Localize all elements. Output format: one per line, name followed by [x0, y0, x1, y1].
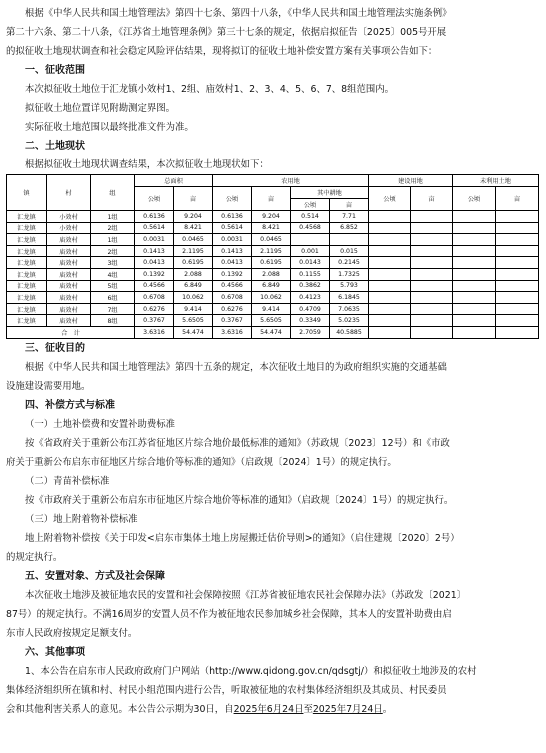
table-cell: [453, 268, 496, 280]
table-cell: [453, 315, 496, 327]
table-cell: [453, 257, 496, 269]
table-cell: 1组: [91, 211, 135, 223]
section-6-title: 六、其他事项: [25, 646, 85, 658]
section-6-line-3: [6, 700, 538, 719]
header-unused-ha: 公顷: [453, 187, 496, 211]
table-cell: 7.71: [330, 211, 369, 223]
section-4-sub-2: （二）青苗补偿标准: [25, 475, 110, 487]
table-cell: [496, 315, 539, 327]
table-cell: 5组: [91, 280, 135, 292]
table-cell: 2.1195: [252, 245, 291, 257]
table-cell: 0.6136: [213, 211, 252, 223]
table-cell: 0.0413: [213, 257, 252, 269]
table-row: [7, 234, 539, 246]
section-2-line-1: 根据拟征收土地现状调查结果，本次拟征收土地现状如下：: [25, 159, 269, 170]
section-1-line-2: 拟征收土地位置详见附勘测定界图。: [25, 103, 176, 114]
table-total-cell: [453, 326, 496, 338]
header-town: 镇: [7, 175, 47, 211]
table-cell: 0.6276: [135, 303, 174, 315]
table-cell: 0.0031: [213, 234, 252, 246]
section-5-title: 五、安置对象、方式及社会保障: [25, 570, 165, 582]
table-cell: 5.793: [330, 280, 369, 292]
table-cell: [291, 234, 330, 246]
table-cell: 7组: [91, 303, 135, 315]
table-cell: 庙效村: [47, 268, 91, 280]
table-cell: 庙效村: [47, 292, 91, 304]
header-total-mu: 亩: [174, 187, 213, 211]
section-5-line-3: 东市人民政府按规定足额支付。: [6, 627, 138, 639]
table-cell: 汇龙镇: [7, 245, 47, 257]
table-cell: 0.1155: [291, 268, 330, 280]
table-cell: 0.6195: [174, 257, 213, 269]
table-cell: 0.3349: [291, 315, 330, 327]
table-cell: [496, 268, 539, 280]
table-row: [7, 257, 539, 269]
table-cell: 0.5614: [213, 222, 252, 234]
table-cell: [411, 257, 453, 269]
table-cell: [453, 292, 496, 304]
table-cell: 庙效村: [47, 280, 91, 292]
header-arable-ha: 公顷: [291, 199, 330, 211]
table-cell: 庙效村: [47, 257, 91, 269]
table-cell: [411, 222, 453, 234]
table-cell: 庙效村: [47, 303, 91, 315]
section-4-p3-line-2: 的规定执行。: [6, 551, 63, 563]
table-cell: 3组: [91, 257, 135, 269]
table-cell: 0.6708: [213, 292, 252, 304]
section-6-line-3-c: 。: [382, 703, 393, 715]
section-3-line-2: 设施建设需要用地。: [6, 380, 91, 392]
section-4-title: 四、补偿方式与标准: [25, 399, 115, 411]
table-cell: 2.088: [252, 268, 291, 280]
table-cell: 2组: [91, 245, 135, 257]
section-3-title: 三、征收目的: [25, 342, 85, 354]
section-2-title: 二、土地现状: [25, 141, 85, 152]
table-cell: 小效村: [47, 222, 91, 234]
table-cell: [411, 245, 453, 257]
header-total-area: 总面积: [135, 175, 213, 187]
header-village: 村: [47, 175, 91, 211]
header-agricultural-land: 农用地: [213, 175, 369, 187]
table-cell: 汇龙镇: [7, 315, 47, 327]
table-cell: 汇龙镇: [7, 211, 47, 223]
table-cell: 5.6505: [252, 315, 291, 327]
table-cell: [369, 245, 411, 257]
table-row: [7, 315, 539, 327]
table-cell: 0.4709: [291, 303, 330, 315]
table-cell: [369, 292, 411, 304]
intro-line-3: 的拟征收土地现状调查和社会稳定风险评估结果，现将拟订的征收土地补偿安置方案有关事项公告如下：: [6, 46, 438, 57]
table-row: [7, 292, 539, 304]
table-cell: [453, 280, 496, 292]
header-agri-ha: 公顷: [213, 187, 252, 211]
table-cell: 6.1845: [330, 292, 369, 304]
table-cell: [369, 222, 411, 234]
table-cell: 6.852: [330, 222, 369, 234]
table-cell: [369, 234, 411, 246]
table-cell: 0.1413: [213, 245, 252, 257]
section-5-line-1: 本次征收土地涉及被征地农民的安置和社会保障按照《江苏省被征地农民社会保障办法》（苏政发〔2021〕: [25, 589, 467, 601]
table-cell: 0.4568: [291, 222, 330, 234]
header-arable-land: 其中耕地: [291, 187, 369, 199]
table-total-cell: [496, 326, 539, 338]
table-cell: 庙效村: [47, 245, 91, 257]
table-cell: 6.849: [174, 280, 213, 292]
table-row: [7, 303, 539, 315]
table-cell: 汇龙镇: [7, 303, 47, 315]
table-cell: 0.514: [291, 211, 330, 223]
table-total-row: [7, 326, 539, 338]
table-cell: 0.6136: [135, 211, 174, 223]
table-cell: 0.001: [291, 245, 330, 257]
table-cell: [496, 211, 539, 223]
table-cell: 汇龙镇: [7, 292, 47, 304]
table-cell: 0.1392: [213, 268, 252, 280]
table-total-label: 合 计: [7, 326, 135, 338]
section-4-sub-1: （一）土地补偿费和安置补助费标准: [25, 418, 176, 430]
table-cell: [411, 303, 453, 315]
table-cell: 汇龙镇: [7, 280, 47, 292]
table-cell: 1组: [91, 234, 135, 246]
section-6-line-1: 1、本公告在启东市人民政府政府门户网站（http://www.qidong.gov.cn/qdsgtj/）和拟征收土地涉及的农村: [25, 665, 477, 677]
table-cell: 庙效村: [47, 234, 91, 246]
table-cell: 0.3767: [135, 315, 174, 327]
table-cell: 0.0413: [135, 257, 174, 269]
table-cell: [411, 234, 453, 246]
table-cell: [453, 222, 496, 234]
table-cell: 0.5614: [135, 222, 174, 234]
table-cell: 0.3862: [291, 280, 330, 292]
section-1-line-3: 实际征收土地范围以最终批准文件为准。: [25, 122, 194, 133]
table-cell: [411, 315, 453, 327]
section-3-line-1: 根据《中华人民共和国土地管理法》第四十五条的规定，本次征收土地目的为政府组织实施的交通基础: [25, 361, 447, 373]
table-cell: 0.4566: [135, 280, 174, 292]
table-cell: 0.4566: [213, 280, 252, 292]
table-cell: 2.088: [174, 268, 213, 280]
table-cell: [369, 268, 411, 280]
table-cell: 6组: [91, 292, 135, 304]
table-cell: [496, 303, 539, 315]
table-cell: [496, 257, 539, 269]
header-unused-mu: 亩: [496, 187, 539, 211]
table-row: [7, 222, 539, 234]
table-cell: 汇龙镇: [7, 257, 47, 269]
header-total-ha: 公顷: [135, 187, 174, 211]
section-4-p3-line-1: 地上附着物补偿按《关于印发<启东市集体土地上房屋搬迁估价导则>的通知》（启住建规〔2020〕2号）: [25, 532, 460, 544]
table-cell: 汇龙镇: [7, 268, 47, 280]
table-total-cell: 40.5885: [330, 326, 369, 338]
land-status-table: [6, 174, 539, 339]
table-cell: 4组: [91, 268, 135, 280]
table-cell: 0.4123: [291, 292, 330, 304]
table-total-cell: 54.474: [174, 326, 213, 338]
table-total-cell: 3.6316: [135, 326, 174, 338]
table-cell: [496, 245, 539, 257]
section-4-p2-line-1: 按《市政府关于重新公布启东市征地区片综合地价等标准的通知》（启政规〔2024〕1号）的规定执行。: [25, 494, 454, 506]
section-6-line-3-a: 会和其他利害关系人的意见。本公告公示期为30日，自: [6, 703, 234, 715]
header-unused-land: 未利用土地: [453, 175, 539, 187]
header-construction-land: 建设用地: [369, 175, 453, 187]
table-total-cell: 3.6316: [213, 326, 252, 338]
table-cell: 9.204: [252, 211, 291, 223]
header-build-ha: 公顷: [369, 187, 411, 211]
header-agri-mu: 亩: [252, 187, 291, 211]
table-cell: 10.062: [174, 292, 213, 304]
table-cell: 0.6708: [135, 292, 174, 304]
table-cell: 0.0143: [291, 257, 330, 269]
table-cell: 0.1392: [135, 268, 174, 280]
table-cell: 2.1195: [174, 245, 213, 257]
table-cell: [496, 222, 539, 234]
section-1-title: 一、征收范围: [25, 65, 85, 76]
section-6-line-2: 集体经济组织所在镇和村、村民小组范围内进行公告，听取被征地的农村集体经济组织及其成员、村民委员: [6, 684, 447, 696]
table-cell: 0.0465: [174, 234, 213, 246]
table-cell: [453, 211, 496, 223]
table-cell: 9.414: [252, 303, 291, 315]
table-cell: 0.6276: [213, 303, 252, 315]
table-cell: 1.7325: [330, 268, 369, 280]
table-cell: 汇龙镇: [7, 222, 47, 234]
table-cell: [330, 234, 369, 246]
table-cell: 8组: [91, 315, 135, 327]
table-cell: 9.414: [174, 303, 213, 315]
table-row: [7, 245, 539, 257]
table-cell: [496, 280, 539, 292]
intro-line-2: 第二十六条、第二十八条，《江苏省土地管理条例》第三十七条的规定，依据启拟征告〔2025〕005号开展: [6, 27, 447, 38]
table-cell: 小效村: [47, 211, 91, 223]
table-cell: [453, 234, 496, 246]
table-total-cell: 2.7059: [291, 326, 330, 338]
table-cell: [496, 292, 539, 304]
table-cell: 8.421: [252, 222, 291, 234]
table-cell: [411, 280, 453, 292]
table-cell: 0.2145: [330, 257, 369, 269]
header-group: 组: [91, 175, 135, 211]
section-4-sub-3: （三）地上附着物补偿标准: [25, 513, 138, 525]
table-cell: [411, 268, 453, 280]
section-6-line-3-b: 至: [303, 703, 313, 715]
table-cell: [411, 292, 453, 304]
table-cell: [453, 245, 496, 257]
table-cell: 5.6505: [174, 315, 213, 327]
table-cell: 5.0235: [330, 315, 369, 327]
table-cell: [369, 303, 411, 315]
intro-line-1: 根据《中华人民共和国土地管理法》第四十七条、第四十八条，《中华人民共和国土地管理法实施条例》: [25, 8, 452, 19]
table-row: [7, 280, 539, 292]
table-cell: 庙效村: [47, 315, 91, 327]
table-cell: 0.6195: [252, 257, 291, 269]
table-cell: 0.1413: [135, 245, 174, 257]
table-cell: [369, 257, 411, 269]
notice-start-date: 2025年6月24日: [233, 703, 304, 715]
table-cell: [369, 280, 411, 292]
table-total-cell: 54.474: [252, 326, 291, 338]
section-4-p1-line-1: 按《省政府关于重新公布江苏省征地区片综合地价最低标准的通知》（苏政规〔2023〕12号）和《市政: [25, 437, 450, 449]
section-1-line-1: 本次拟征收土地位于汇龙镇小效村1、2组、庙效村1、2、3、4、5、6、7、8组范围内。: [25, 84, 395, 95]
table-total-cell: [369, 326, 411, 338]
table-cell: 6.849: [252, 280, 291, 292]
table-cell: [369, 211, 411, 223]
table-cell: [496, 234, 539, 246]
table-cell: [453, 303, 496, 315]
table-cell: [369, 315, 411, 327]
table-cell: 9.204: [174, 211, 213, 223]
table-cell: 7.0635: [330, 303, 369, 315]
table-cell: 10.062: [252, 292, 291, 304]
table-cell: 2组: [91, 222, 135, 234]
header-arable-mu: 亩: [330, 199, 369, 211]
table-cell: 0.0031: [135, 234, 174, 246]
table-cell: [411, 211, 453, 223]
table-cell: 0.0465: [252, 234, 291, 246]
section-4-p1-line-2: 府关于重新公布启东市征地区片综合地价等标准的通知》（启政规〔2024〕1号）的规定执行。: [6, 456, 397, 468]
table-cell: 0.3767: [213, 315, 252, 327]
table-cell: 汇龙镇: [7, 234, 47, 246]
table-row: [7, 211, 539, 223]
table-row: [7, 268, 539, 280]
table-cell: 8.421: [174, 222, 213, 234]
table-cell: 0.015: [330, 245, 369, 257]
notice-end-date: 2025年7月24日: [312, 703, 383, 715]
table-total-cell: [411, 326, 453, 338]
header-build-mu: 亩: [411, 187, 453, 211]
section-5-line-2: 87号）的规定执行。不满16周岁的安置人员不作为被征地农民参加城乡社会保障，其本人的安置补助费由启: [6, 608, 452, 620]
